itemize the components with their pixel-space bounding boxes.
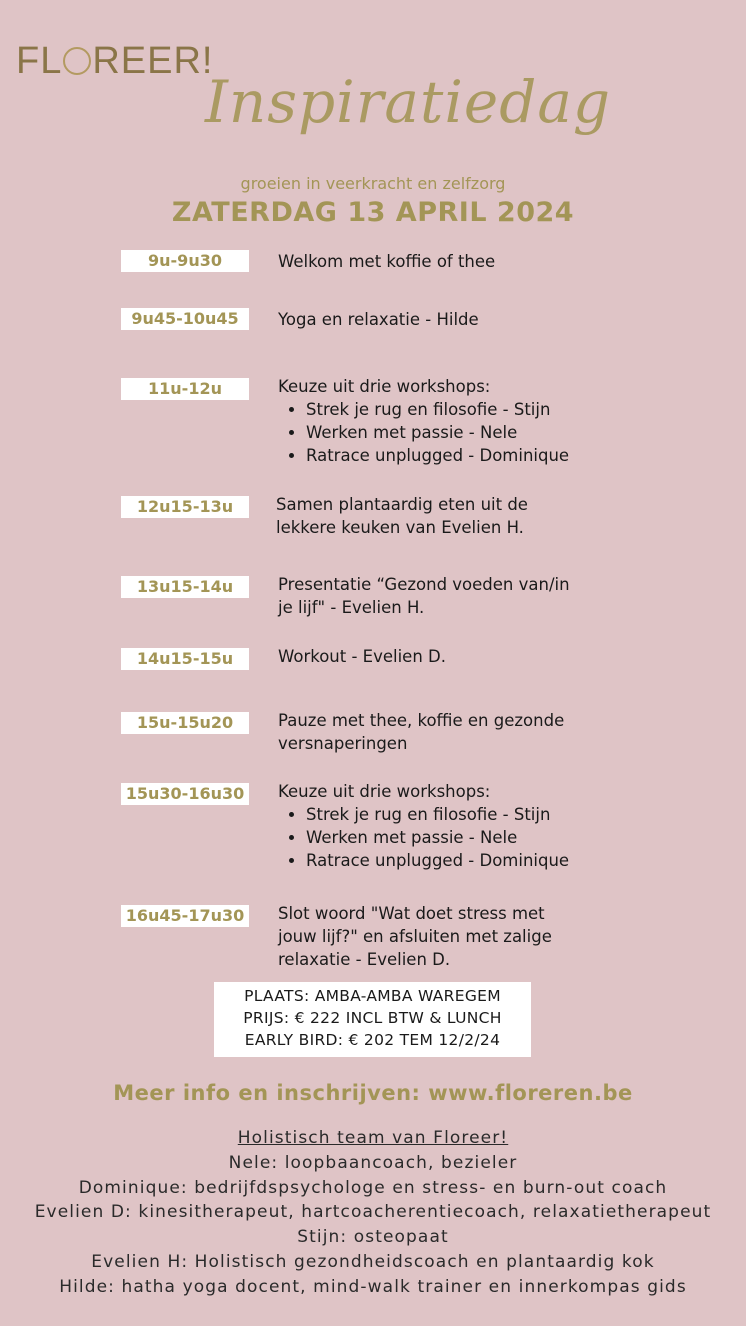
info-box [214,982,531,1057]
activity-description [278,573,608,619]
time-slot-badge: 11u-12u [121,378,249,400]
activity-line: versnaperingen [278,734,408,753]
activity-description [278,645,608,668]
logo-ring-icon [63,47,91,75]
activity-line: Keuze uit drie workshops: [278,377,491,396]
event-title: Inspiratiedag [205,68,612,136]
time-slot-badge: 9u45-10u45 [121,308,249,330]
time-slot-badge: 13u15-14u [121,576,249,598]
team-section [0,1126,746,1300]
workshop-item: • Strek je rug en filosofie - Stijn [306,398,608,421]
activity-description [278,375,608,467]
workshop-list [278,803,608,872]
floreer-logo [16,40,214,83]
info-early-bird: EARLY BIRD: € 202 TEM 12/2/24 [244,1031,501,1049]
logo-text-left: FL [16,40,63,82]
activity-line: lekkere keuken van Evelien H. [276,518,524,537]
activity-line: Samen plantaardig eten uit de [276,495,528,514]
team-member: Evelien H: Holistisch gezondheidscoach en plantaardig kok [91,1251,655,1272]
activity-description [278,709,608,755]
workshop-item: • Strek je rug en filosofie - Stijn [306,803,608,826]
event-subtitle: groeien in veerkracht en zelfzorg [240,174,506,193]
time-slot-badge: 15u30-16u30 [121,783,249,805]
info-price: PRIJS: € 222 INCL BTW & LUNCH [243,1009,502,1027]
activity-description [278,780,608,872]
team-member: Evelien D: kinesitherapeut, hartcoacherentiecoach, relaxatietherapeut [34,1202,712,1223]
activity-description [276,493,606,539]
activity-description [278,250,608,273]
time-slot-badge: 15u-15u20 [121,712,249,734]
workshop-list [278,398,608,467]
activity-line: je lijf" - Evelien H. [278,598,425,617]
info-place: PLAATS: AMBA-AMBA WAREGEM [244,987,501,1005]
activity-line: Welkom met koffie of thee [278,252,496,271]
activity-line: Presentatie “Gezond voeden van/in [278,575,570,594]
time-slot-badge: 12u15-13u [121,496,249,518]
team-member: Hilde: hatha yoga docent, mind-walk trainer en innerkompas gids [59,1276,687,1297]
logo-text-right: REER! [92,40,214,82]
activity-line: Keuze uit drie workshops: [278,782,491,801]
activity-description [278,902,608,971]
activity-description [278,308,608,331]
team-member: Dominique: bedrijfdspsychologe en stress- en burn-out coach [78,1177,668,1198]
activity-line: relaxatie - Evelien D. [278,950,451,969]
team-member: Nele: loopbaancoach, bezieler [228,1152,518,1173]
workshop-item: • Werken met passie - Nele [306,421,608,444]
event-date: ZATERDAG 13 APRIL 2024 [171,197,575,228]
team-member: Stijn: osteopaat [297,1227,449,1248]
team-heading: Holistisch team van Floreer! [237,1128,509,1148]
activity-line: Workout - Evelien D. [278,647,446,666]
more-info-link[interactable]: Meer info en inschrijven: www.floreren.be [113,1081,633,1105]
time-slot-badge: 14u15-15u [121,648,249,670]
activity-line: Yoga en relaxatie - Hilde [278,310,479,329]
workshop-item: • Werken met passie - Nele [306,826,608,849]
workshop-item: • Ratrace unplugged - Dominique [306,444,608,467]
time-slot-badge: 9u-9u30 [121,250,249,272]
time-slot-badge: 16u45-17u30 [121,905,249,927]
activity-line: jouw lijf?" en afsluiten met zalige [278,927,552,946]
workshop-item: • Ratrace unplugged - Dominique [306,849,608,872]
activity-line: Slot woord "Wat doet stress met [278,904,545,923]
activity-line: Pauze met thee, koffie en gezonde [278,711,565,730]
